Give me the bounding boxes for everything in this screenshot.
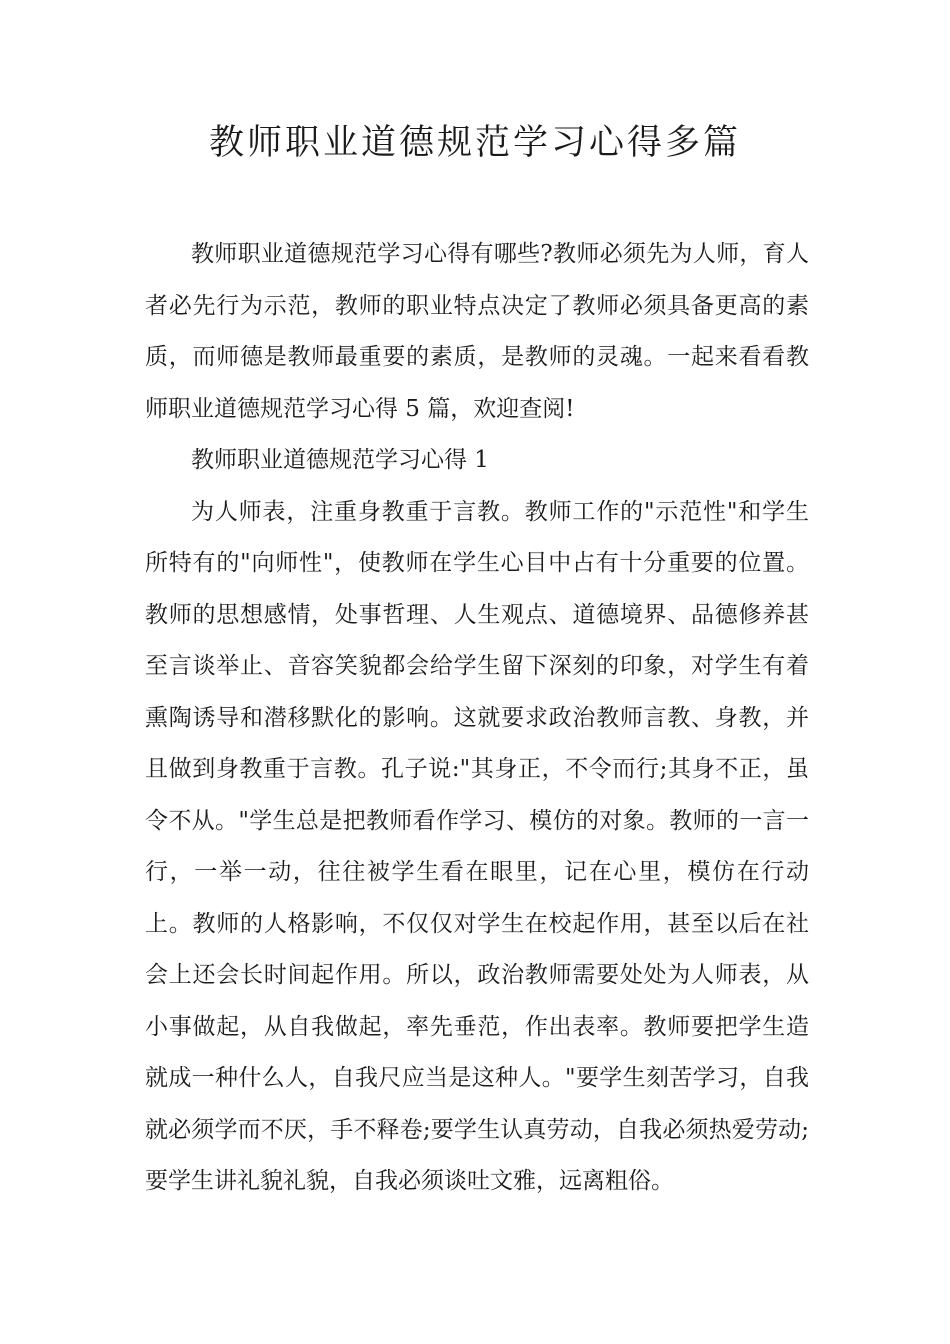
document-body xyxy=(145,229,809,1208)
section-heading: 教师职业道德规范学习心得 1 xyxy=(191,447,489,473)
document-title: 教师职业道德规范学习心得多篇 xyxy=(208,123,741,163)
body-paragraph: 为人师表，注重身教重于言教。教师工作的"示范性"和学生所特有的"向师性"，使教师在学生心目中占有十分重要的位置。教师的思想感情，处事哲理、人生观点、道德境界、品德修养甚至言谈举止、音容笑貌都会给学生留下深刻的印象，对学生有着熏陶诱导和潜移默化的影响。这就要求政治教师言教、身教，并且做到身教重于言教。孔子说:"其身正，不令而行;其身不正，虽令不从。"学生总是把教师看作学习、模仿的对象。教师的一言一行，一举一动，往往被学生看在眼里，记在心里，模仿在行动上。教师的人格影响，不仅仅对学生在校起作用，甚至以后在社会上还会长时间起作用。所以，政治教师需要处处为人师表，从小事做起，从自我做起，率先垂范，作出表率。教师要把学生造就成一种什么人，自我尺应当是这种人。"要学生刻苦学习，自我就必须学而不厌，手不释卷;要学生认真劳动，自我必须热爱劳动;要学生讲礼貌礼貌，自我必须谈吐文雅，远离粗俗。 xyxy=(145,498,809,1194)
intro-paragraph: 教师职业道德规范学习心得有哪些?教师必须先为人师，育人者必先行为示范，教师的职业特点决定了教师必须具备更高的素质，而师德是教师最重要的素质，是教师的灵魂。一起来看看教师职业道德规范学习心得 5 篇，欢迎查阅! xyxy=(145,241,809,422)
